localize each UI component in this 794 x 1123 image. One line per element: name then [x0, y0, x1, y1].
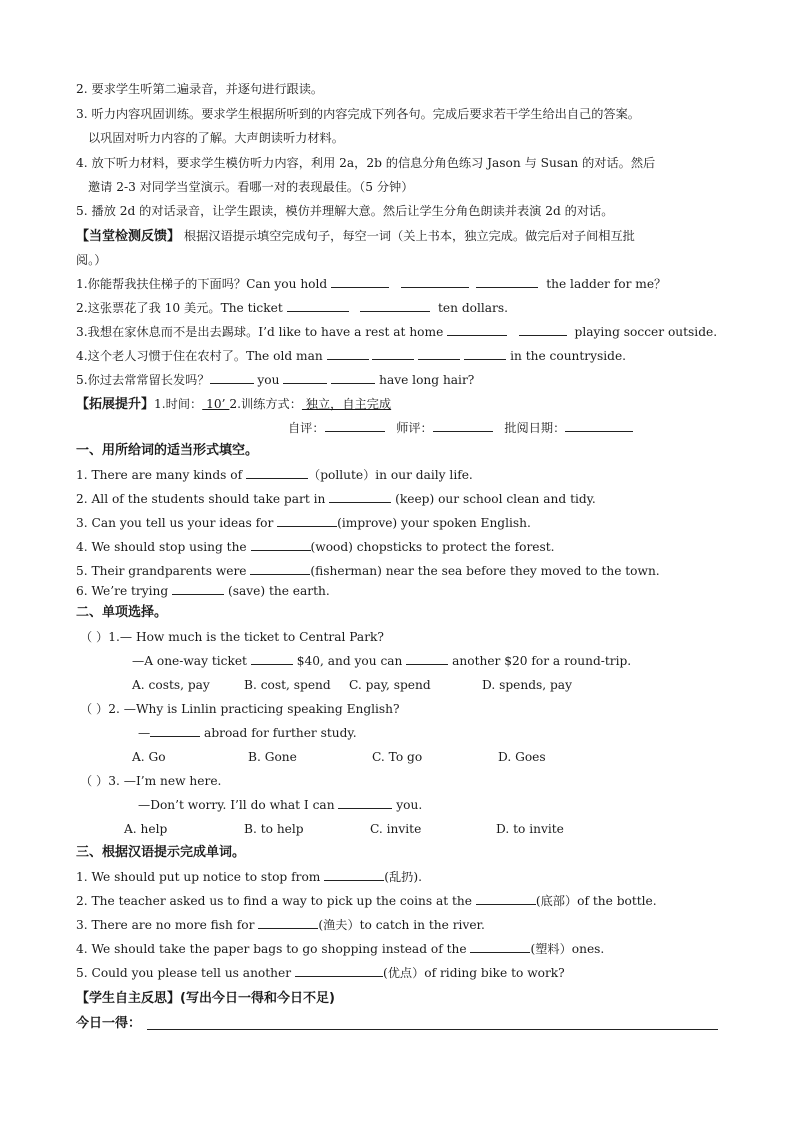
- mc-q3-line2: —Don’t worry. I’ll do what I can you.: [138, 798, 423, 812]
- part1-item: 6. We’re trying (save) the earth.: [76, 584, 330, 598]
- answer-blank[interactable]: [251, 539, 311, 551]
- answer-blank[interactable]: [251, 653, 293, 665]
- part1-item: 3. Can you tell us your ideas for (improve) your spoken English.: [76, 516, 531, 530]
- answer-blank[interactable]: [338, 797, 392, 809]
- daily-gain-line[interactable]: [147, 1029, 718, 1030]
- answer-blank[interactable]: [470, 941, 530, 953]
- reflection-title: 【学生自主反思】(写出今日一得和今日不足): [76, 991, 335, 1006]
- review-date-field[interactable]: [565, 420, 633, 432]
- answer-blank[interactable]: [258, 917, 318, 929]
- part3-item: 2. The teacher asked us to find a way to pick up the coins at the (底部）of the bottle.: [76, 894, 657, 908]
- feedback-q2: 2.这张票花了我 10 美元。The ticket ten dollars.: [76, 301, 509, 315]
- answer-blank[interactable]: [329, 491, 391, 503]
- feedback-q1: 1.你能帮我扶住梯子的下面吗？Can you hold the ladder for me？: [76, 277, 667, 291]
- mc-q1-option-b[interactable]: B. cost, spend: [244, 678, 331, 692]
- answer-blank[interactable]: [172, 583, 224, 595]
- mc-q3-option-c[interactable]: C. invite: [370, 822, 422, 836]
- mc-q2-stem: （ ）2. —Why is Linlin practicing speaking English?: [80, 702, 400, 716]
- mc-q2-option-c[interactable]: C. To go: [372, 750, 423, 764]
- answer-blank[interactable]: [476, 276, 538, 288]
- time-value: 10’: [202, 397, 230, 411]
- answer-blank[interactable]: [372, 348, 414, 360]
- feedback-q5: 5.你过去常常留长发吗？ you have long hair?: [76, 373, 475, 387]
- teacher-eval-field[interactable]: [433, 420, 493, 432]
- training-mode-value: 独立，自主完成: [301, 397, 392, 411]
- answer-blank[interactable]: [360, 300, 430, 312]
- step-2: 2. 要求学生听第二遍录音，并逐句进行跟读。: [76, 82, 324, 96]
- answer-blank[interactable]: [283, 372, 327, 384]
- part3-item: 1. We should put up notice to stop from (乱扔).: [76, 870, 422, 884]
- self-eval-field[interactable]: [325, 420, 385, 432]
- answer-paren[interactable]: （ ）: [80, 702, 109, 716]
- feedback-q4: 4.这个老人习惯于住在农村了。The old man in the countryside.: [76, 349, 627, 363]
- answer-blank[interactable]: [406, 653, 448, 665]
- mc-q1-option-c[interactable]: C. pay, spend: [349, 678, 431, 692]
- part1-item: 5. Their grandparents were (fisherman) near the sea before they moved to the town.: [76, 564, 660, 578]
- answer-blank[interactable]: [295, 965, 383, 977]
- step-3-line2: 以巩固对听力内容的了解。大声朗读听力材料。: [88, 131, 344, 145]
- part3-item: 3. There are no more fish for (渔夫）to catch in the river.: [76, 918, 485, 932]
- part3-item: 4. We should take the paper bags to go shopping instead of the (塑料）ones.: [76, 942, 605, 956]
- self-eval-label: 自评：: [288, 421, 325, 435]
- mc-q3-stem: （ ）3. —I’m new here.: [80, 774, 222, 788]
- feedback-instructions-line1: [76, 228, 635, 245]
- feedback-title: 【当堂检测反馈】: [76, 229, 181, 244]
- answer-blank[interactable]: [250, 563, 310, 575]
- step-4-line1: 4. 放下听力材料，要求学生模仿听力内容，利用 2a，2b 的信息分角色练习 Jason 与 Susan 的对话。然后: [76, 156, 656, 170]
- part3-title: 三、根据汉语提示完成单词。: [76, 845, 246, 860]
- answer-blank[interactable]: [447, 324, 507, 336]
- answer-blank[interactable]: [287, 300, 349, 312]
- review-date-label: 批阅日期：: [504, 421, 566, 435]
- extension-line: 【拓展提升】1.时间： 10’ 2.训练方式： 独立，自主完成: [76, 397, 392, 412]
- evaluation-line: [288, 420, 633, 436]
- answer-paren[interactable]: （ ）: [80, 774, 109, 788]
- answer-blank[interactable]: [401, 276, 469, 288]
- part1-title: 一、用所给词的适当形式填空。: [76, 443, 259, 458]
- mc-q3-option-d[interactable]: D. to invite: [496, 822, 564, 836]
- mc-q2-option-b[interactable]: B. Gone: [248, 750, 297, 764]
- answer-blank[interactable]: [476, 893, 536, 905]
- step-3-line1: 3. 听力内容巩固训练。要求学生根据所听到的内容完成下列各句。完成后要求若干学生给出自己的答案。: [76, 107, 640, 121]
- mc-q2-line2: — abroad for further study.: [138, 726, 357, 740]
- mc-q2-option-a[interactable]: A. Go: [132, 750, 166, 764]
- answer-blank[interactable]: [331, 372, 375, 384]
- part1-item: 4. We should stop using the (wood) chopsticks to protect the forest.: [76, 540, 555, 554]
- mc-q1-option-a[interactable]: A. costs, pay: [132, 678, 210, 692]
- mc-q1-option-d[interactable]: D. spends, pay: [482, 678, 572, 692]
- part3-item: 5. Could you please tell us another (优点）of riding bike to work?: [76, 966, 565, 980]
- mc-q1-stem: （ ）1.— How much is the ticket to Central Park?: [80, 630, 384, 644]
- part1-item: 2. All of the students should take part in (keep) our school clean and tidy.: [76, 492, 596, 506]
- step-5: 5. 播放 2d 的对话录音，让学生跟读，模仿并理解大意。然后让学生分角色朗读并表演 2d 的对话。: [76, 204, 614, 218]
- part1-item: 1. There are many kinds of （pollute）in our daily life.: [76, 468, 473, 482]
- answer-blank[interactable]: [246, 467, 308, 479]
- answer-paren[interactable]: （ ）: [80, 630, 109, 644]
- answer-blank[interactable]: [277, 515, 337, 527]
- answer-blank[interactable]: [331, 276, 389, 288]
- answer-blank[interactable]: [150, 725, 200, 737]
- answer-blank[interactable]: [324, 869, 384, 881]
- feedback-instructions-line2: 阅。）: [76, 253, 107, 267]
- extension-title: 【拓展提升】: [76, 397, 155, 412]
- mc-q1-line2: —A one-way ticket $40, and you can another $20 for a round-trip.: [132, 654, 632, 668]
- daily-gain-label: 今日一得：: [76, 1016, 142, 1031]
- answer-blank[interactable]: [418, 348, 460, 360]
- answer-blank[interactable]: [464, 348, 506, 360]
- answer-blank[interactable]: [210, 372, 254, 384]
- mc-q3-option-a[interactable]: A. help: [124, 822, 168, 836]
- feedback-q3: 3.我想在家休息而不是出去踢球。I’d like to have a rest at home playing soccer outside.: [76, 325, 718, 339]
- answer-blank[interactable]: [327, 348, 369, 360]
- part2-title: 二、单项选择。: [76, 605, 168, 620]
- feedback-instructions: 根据汉语提示填空完成句子，每空一词（关上书本，独立完成。做完后对子间相互批: [180, 229, 635, 243]
- mc-q2-option-d[interactable]: D. Goes: [498, 750, 546, 764]
- mc-q3-option-b[interactable]: B. to help: [244, 822, 304, 836]
- answer-blank[interactable]: [519, 324, 567, 336]
- teacher-eval-label: 师评：: [396, 421, 433, 435]
- step-4-line2: 邀请 2-3 对同学当堂演示。看哪一对的表现最佳。（5 分钟）: [88, 180, 414, 194]
